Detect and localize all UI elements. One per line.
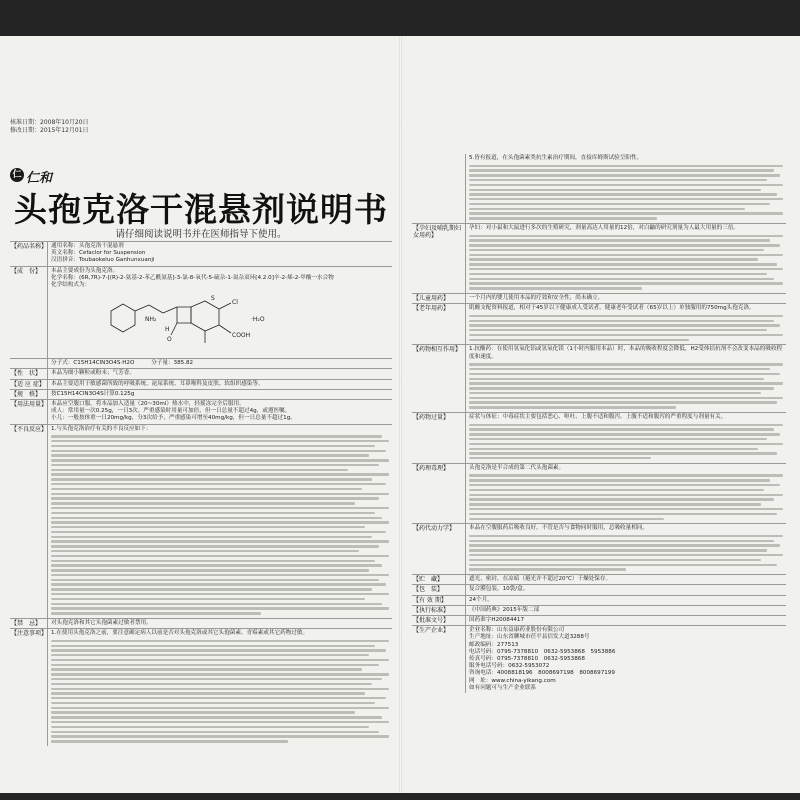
section-label: 【生产企业】 <box>412 626 466 693</box>
fold-line <box>399 36 402 793</box>
section-body <box>466 585 786 594</box>
section-label <box>10 359 48 368</box>
section-line: 本品应空腹口服。将本品加入适量（20~30ml）热水中，轻摇冻完全后服用。 <box>51 401 245 408</box>
section-label: 【老年用药】 <box>412 304 466 344</box>
logo-text: 仁和 <box>26 171 53 186</box>
section-body <box>466 304 786 344</box>
section-body <box>48 267 392 359</box>
svg-text:NH₂: NH₂ <box>145 316 157 324</box>
section-line: 遮光，密封，在凉暗（避光并不超过20℃）干燥处保存。 <box>469 576 612 583</box>
section-approval-number <box>412 615 786 625</box>
section-body <box>466 626 786 693</box>
section-body <box>48 242 392 266</box>
document-subtitle: 请仔细阅读说明书并在医师指导下使用。 <box>115 229 287 240</box>
section-label: 【有 效 期】 <box>412 596 466 605</box>
section-body <box>48 359 392 368</box>
section-label: 【药代动力学】 <box>412 524 466 574</box>
section-line: 国药准字H20084417 <box>469 616 525 623</box>
manufacturer-address: 生产地址：山东省聊城市茌平县信发大道3288号 <box>469 634 590 641</box>
section-line: 小儿：一般按体重一日20mg/kg，分3次给予，严重感染可增至40mg/kg，但一日总量不超过1g。 <box>51 415 296 422</box>
svg-text:O: O <box>167 336 172 344</box>
section-line: 化学结构式为： <box>51 282 91 289</box>
section-label: 【药物相互作用】 <box>412 345 466 412</box>
right-column <box>412 154 786 693</box>
section-line: 化学名称：(6R,7R)-7-[(R)-2-氨基-2-苯乙酰氨基]-3-氯-8-氧代-5-硫杂-1-氮杂双环[4.2.0]辛-2-烯-2-甲酸一水合物 <box>51 274 334 281</box>
section-label: 【包 装】 <box>412 585 466 594</box>
section-body <box>466 345 786 412</box>
approval-block <box>10 119 210 135</box>
section-standard <box>412 605 786 615</box>
section-formula <box>10 358 392 368</box>
section-packaging <box>412 584 786 594</box>
scan-bottom-edge <box>0 793 800 800</box>
section-label: 【执行标准】 <box>412 606 466 615</box>
section-storage <box>412 574 786 584</box>
section-line: 1.在使用头孢克洛之前，要注意确定病人以前是否对头孢克洛或其它头孢菌素、青霉素或其它药物过敏。 <box>51 630 309 637</box>
illegible-text-block <box>469 315 783 341</box>
section-body <box>48 425 392 618</box>
section-pharmacokinetics <box>412 523 786 574</box>
illegible-text-block <box>469 363 783 408</box>
section-geriatric <box>412 303 786 344</box>
section-body <box>48 369 392 378</box>
logo-mark-icon: 仁 <box>10 168 24 182</box>
section-label: 【药物过量】 <box>412 413 466 463</box>
section-body <box>466 464 786 523</box>
section-line: 按C15H14ClN3O4S计算0.125g <box>51 390 135 397</box>
section-line: 本品主要适用于敏感菌所致的呼吸系统、泌尿系统、耳鼻喉科及皮肤、软组织感染等。 <box>51 380 264 387</box>
svg-text:Cl: Cl <box>232 299 238 307</box>
manufacturer-postcode: 邮政编码：277513 <box>469 641 519 648</box>
section-body <box>466 616 786 625</box>
section-body <box>466 524 786 574</box>
section-label <box>412 154 466 223</box>
document-title: 头孢克洛干混悬剂说明书 <box>14 190 388 229</box>
section-overdose <box>412 412 786 463</box>
svg-text:·H₂O: ·H₂O <box>251 316 265 324</box>
manufacturer-name: 企业名称：山东益康药业股份有限公司 <box>469 627 565 634</box>
section-line: 英文名称：Cefaclor for Suspension <box>51 250 146 257</box>
section-line: 《中国药典》2015年版二部 <box>469 606 540 613</box>
section-indications <box>10 379 392 389</box>
manufacturer-service-phone: 服务电话号码：0632-5953072 <box>469 663 550 670</box>
illegible-text-block <box>469 165 783 220</box>
section-line: 一个月内的婴儿使用本品的疗效和安全性，尚未确立。 <box>469 294 604 301</box>
manufacturer-hotline: 咨询电话：4008818196 8008697198 8008697199 <box>469 670 615 677</box>
section-body <box>48 390 392 399</box>
section-line: 本品在空腹服药后吸收良好，不管是否与食物同时服用，总吸收量相同。 <box>469 525 649 532</box>
section-line: 肌酸支配资料报道，相对于45岁以下健康成人受试者，健康老年受试者（65岁以上）单独服用的750mg头孢克洛。 <box>469 305 755 312</box>
manufacturer-fax: 传真号码：0795-7378810 0632-5953868 <box>469 655 585 662</box>
section-label: 【规 格】 <box>10 390 48 399</box>
section-line: 孕妇：对小鼠和大鼠进行多次的生殖研究，剂量高达人用量的12倍，对白鼬的研究剂量为人最大用量的三倍。 <box>469 224 740 231</box>
section-ingredients <box>10 266 392 359</box>
section-manufacturer <box>412 625 786 693</box>
section-body <box>466 413 786 463</box>
svg-text:S: S <box>211 295 215 303</box>
section-contraindications <box>10 618 392 628</box>
section-body <box>48 619 392 628</box>
section-label: 【用法用量】 <box>10 400 48 424</box>
section-line: 5.皆有报道，在头孢菌素类抗生素治疗期间，直接库姆斯试验呈阳性。 <box>469 155 643 161</box>
section-label: 【不良反应】 <box>10 425 48 618</box>
section-line: 成人：常用量一次0.25g，一日3次。严重感染时用量可加倍，但一日总量不超过4g，或遵医嘱。 <box>51 408 291 415</box>
brand-logo <box>10 166 90 184</box>
chemical-structure-diagram <box>81 291 281 353</box>
illegible-text-block <box>469 535 783 571</box>
section-label: 【适 应 症】 <box>10 380 48 389</box>
section-line: 汉语拼音：Toubaokeluo Ganhunxuanji <box>51 257 155 264</box>
section-continued-precautions <box>412 154 786 223</box>
section-body <box>466 294 786 303</box>
section-pregnancy <box>412 223 786 293</box>
section-body <box>466 606 786 615</box>
section-label: 【贮 藏】 <box>412 575 466 584</box>
section-body <box>466 154 786 223</box>
section-adverse-reactions <box>10 424 392 618</box>
chemical-structure <box>51 291 389 355</box>
section-body <box>48 400 392 424</box>
section-label: 【成 份】 <box>10 267 48 359</box>
revision-date: 修改日期：2015年12月01日 <box>10 127 89 134</box>
section-label: 【儿童用药】 <box>412 294 466 303</box>
approval-date: 核准日期：2008年10月20日 <box>10 119 89 126</box>
illegible-text-block <box>51 640 389 743</box>
section-body <box>466 224 786 293</box>
section-label: 【批准文号】 <box>412 616 466 625</box>
manufacturer-phone: 电话号码：0795-7378810 0632-5953868 5953886 <box>469 648 616 655</box>
illegible-text-block <box>51 435 389 614</box>
section-line: 头孢克洛是半合成的第二代头孢菌素。 <box>469 464 565 471</box>
section-pharmacology <box>412 463 786 523</box>
section-body <box>466 596 786 605</box>
molecular-formula: 分子式：C15H14ClN3O4S·H2O 分子量：385.82 <box>51 360 194 367</box>
section-label: 【药品名称】 <box>10 242 48 266</box>
section-label: 【注意事项】 <box>10 629 48 746</box>
left-column <box>10 241 392 746</box>
leaflet-sheet <box>0 36 800 793</box>
section-line: 通用名称：头孢克洛干混悬剂 <box>51 243 124 249</box>
illegible-text-block <box>469 474 783 519</box>
illegible-text-block <box>469 235 783 290</box>
section-body <box>48 629 392 746</box>
section-drug-name <box>10 241 392 266</box>
section-line: 1.抗酸药：在使用氢氧化铝或氢氧化镁（1小时内服用本品）时，本品的吸收程度会降低，H2受体拮抗剂不会改变本品的吸收程度和速度。 <box>469 346 783 360</box>
svg-text:COOH: COOH <box>232 332 251 340</box>
section-label: 【药理毒理】 <box>412 464 466 523</box>
section-line: 对头孢克洛和其它头孢菌素过敏者禁用。 <box>51 619 152 626</box>
section-specification <box>10 389 392 399</box>
section-dosage <box>10 399 392 424</box>
scan-top-edge <box>0 0 800 36</box>
section-line: 本品主要成份为头孢克洛。 <box>51 267 119 274</box>
svg-text:H: H <box>165 326 170 334</box>
manufacturer-contact-note: 如有问题可与生产企业联系 <box>469 684 537 691</box>
section-interactions <box>412 344 786 412</box>
section-description <box>10 368 392 378</box>
section-precautions <box>10 628 392 746</box>
section-shelf-life <box>412 595 786 605</box>
section-label: 【禁 忌】 <box>10 619 48 628</box>
section-body <box>466 575 786 584</box>
section-line: 本品为细小颗粒或粉末；气芳香。 <box>51 370 135 377</box>
section-line: 复合膜包装，10袋/盒。 <box>469 586 529 593</box>
manufacturer-website: 网 址：www.china-yikang.com <box>469 677 556 684</box>
section-line: 症状与体征：中毒症状主要包括恶心、呕吐、上腹不适和腹泻。上腹不适和腹泻的严重程度与剂量有关。 <box>469 414 727 421</box>
section-body <box>48 380 392 389</box>
section-pediatric <box>412 293 786 303</box>
section-label: 【孕妇及哺乳期妇女用药】 <box>412 224 466 293</box>
section-line: 24个月。 <box>469 596 493 603</box>
illegible-text-block <box>469 424 783 460</box>
section-line: 1.与头孢克洛治疗有关的不良反应如下： <box>51 425 152 432</box>
section-label: 【性 状】 <box>10 369 48 378</box>
